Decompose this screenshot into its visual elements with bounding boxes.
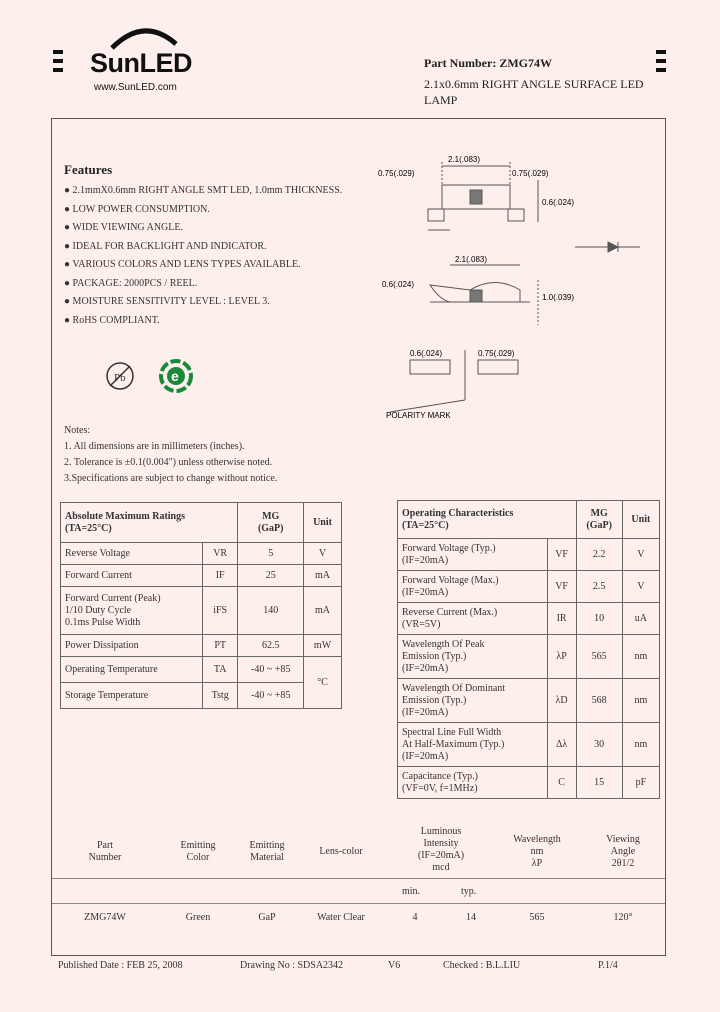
features-list bbox=[64, 182, 364, 330]
part-number-value: ZMG74W bbox=[499, 56, 552, 70]
table-row: Forward Voltage (Typ.) (IF=20mA) VF 2.2 V bbox=[398, 539, 660, 571]
features-title: Features bbox=[64, 162, 113, 177]
part-table-header-lens: Lens-color bbox=[319, 846, 363, 857]
part-table-divider-top bbox=[52, 878, 665, 879]
company-url: www.SunLED.com bbox=[94, 82, 177, 93]
svg-text:2.1(.083): 2.1(.083) bbox=[448, 155, 481, 164]
table-row: Reverse Voltage VR 5 V bbox=[61, 543, 342, 565]
part-row-angle: 120° bbox=[613, 912, 633, 923]
note-item: 1. All dimensions are in millimeters (inches). bbox=[64, 441, 245, 452]
svg-text:Pb: Pb bbox=[114, 372, 126, 384]
feature-item: ● 2.1mmX0.6mm RIGHT ANGLE SMT LED, 1.0mm THICKNESS. bbox=[64, 185, 343, 196]
drawing-number: Drawing No : SDSA2342 bbox=[240, 960, 344, 971]
part-table-header-material: Emitting Material bbox=[249, 840, 285, 863]
feature-item: ● IDEAL FOR BACKLIGHT AND INDICATOR. bbox=[64, 240, 267, 252]
part-table-divider-mid bbox=[52, 903, 665, 904]
part-row-typ: 14 bbox=[466, 912, 476, 923]
left-bar-marks bbox=[53, 50, 63, 77]
feature-item: ● WIDE VIEWING ANGLE. bbox=[64, 222, 183, 233]
part-number-block bbox=[424, 56, 660, 71]
notes-title: Notes: bbox=[64, 425, 91, 436]
part-row-min: 4 bbox=[412, 912, 418, 923]
part-table-header-color: Emitting Color bbox=[180, 840, 216, 863]
svg-text:POLARITY MARK: POLARITY MARK bbox=[386, 411, 451, 420]
feature-item: ● VARIOUS COLORS AND LENS TYPES AVAILABLE. bbox=[64, 259, 301, 270]
svg-text:0.75(.029): 0.75(.029) bbox=[478, 349, 515, 358]
svg-text:1.0(.039): 1.0(.039) bbox=[542, 293, 575, 302]
svg-text:0.75(.029): 0.75(.029) bbox=[512, 169, 549, 178]
part-row-color: Green bbox=[185, 912, 211, 923]
table-row: Spectral Line Full Width At Half-Maximum (Typ.) (IF=20mA) Δλ 30 nm bbox=[398, 723, 660, 767]
svg-text:e: e bbox=[171, 368, 179, 384]
features-section bbox=[64, 162, 364, 330]
part-table-header-number: Part Number bbox=[88, 840, 122, 863]
table-row: Forward Current IF 25 mA bbox=[61, 565, 342, 587]
part-table-sub-typ: typ. bbox=[461, 886, 477, 897]
lead-free-pb-icon bbox=[104, 360, 136, 392]
svg-text:0.6(.024): 0.6(.024) bbox=[410, 349, 443, 358]
logo-arc-icon bbox=[108, 22, 180, 50]
table-row: Forward Current (Peak) 1/10 Duty Cycle 0.1ms Pulse Width iFS 140 mA bbox=[61, 587, 342, 635]
version: V6 bbox=[388, 960, 401, 971]
note-item: 2. Tolerance is ±0.1(0.004") unless otherwise noted. bbox=[64, 457, 273, 468]
table-row: Operating Temperature TA -40 ~ +85 °C bbox=[61, 657, 342, 683]
product-description: 2.1x0.6mm RIGHT ANGLE SURFACE LED LAMP bbox=[424, 77, 644, 107]
rohs-green-icon bbox=[158, 358, 194, 394]
feature-item: ● PACKAGE: 2000PCS / REEL. bbox=[64, 277, 198, 289]
svg-text:2.1(.083): 2.1(.083) bbox=[455, 255, 488, 264]
page-number: P.1/4 bbox=[598, 960, 618, 971]
table-row: Wavelength Of Peak Emission (Typ.) (IF=20mA) λP 565 nm bbox=[398, 635, 660, 679]
company-logo: SunLED bbox=[90, 48, 192, 78]
part-row-lens: Water Clear bbox=[317, 912, 365, 923]
svg-text:0.75(.029): 0.75(.029) bbox=[378, 169, 415, 178]
svg-text:0.6(.024): 0.6(.024) bbox=[382, 280, 415, 289]
table-row: Reverse Current (Max.) (VR=5V) IR 10 uA bbox=[398, 603, 660, 635]
absolute-max-ratings-table: Absolute Maximum Ratings (TA=25°C) MG (GaP) Unit Reverse Voltage VR 5 V Forward Current IF 25 mA Forward Current (Peak) 1/10 Duty Cycle 0.1ms Pulse Width iFS 140 mA Power Dissipation PT 62.5 mW Operating Temperature TA -40 ~ +85 °C Storage Temperature Tstg -40 ~ +85 bbox=[60, 502, 342, 709]
operating-characteristics-table: Operating Characteristics (TA=25°C) MG (GaP) Unit Forward Voltage (Typ.) (IF=20mA) VF 2.2 V Forward Voltage (Max.) (IF=20mA) VF 2.5 V Reverse Current (Max.) (VR=5V) IR 10 uA Wavelength Of Peak Emission (Typ.) (IF=20mA) λP 565 nm Wavelength Of Dominant Emission (Typ.) (IF=20mA) λD 568 nm Spectral Line Full Width At Half-Maximum (Typ.) (IF=20mA) Δλ 30 nm Capacitance (Typ.) (VF=0V, f=1MHz) C 15 pF bbox=[397, 500, 660, 799]
note-item: 3.Specifications are subject to change without notice. bbox=[64, 473, 278, 484]
table-row: Forward Voltage (Max.) (IF=20mA) VF 2.5 V bbox=[398, 571, 660, 603]
notes-section bbox=[64, 423, 364, 487]
feature-item: ● RoHS COMPLIANT. bbox=[64, 314, 160, 326]
feature-item: ● LOW POWER CONSUMPTION. bbox=[64, 203, 210, 215]
part-row-number: ZMG74W bbox=[84, 912, 126, 923]
svg-text:0.6(.024): 0.6(.024) bbox=[542, 198, 575, 207]
table-row: Capacitance (Typ.) (VF=0V, f=1MHz) C 15 pF bbox=[398, 767, 660, 799]
published-date: Published Date : FEB 25, 2008 bbox=[58, 960, 183, 971]
package-dimension-drawing bbox=[370, 150, 660, 430]
part-table-header-angle: Viewing Angle 2θ1/2 bbox=[606, 834, 640, 869]
table-row: Power Dissipation PT 62.5 mW bbox=[61, 635, 342, 657]
table-row: Wavelength Of Dominant Emission (Typ.) (IF=20mA) λD 568 nm bbox=[398, 679, 660, 723]
feature-item: ● MOISTURE SENSITIVITY LEVEL : LEVEL 3. bbox=[64, 296, 270, 307]
part-row-material: GaP bbox=[258, 912, 276, 923]
table-row: Storage Temperature Tstg -40 ~ +85 bbox=[61, 683, 342, 709]
part-number-label: Part Number: bbox=[424, 56, 497, 70]
part-row-wavelength: 565 bbox=[529, 912, 545, 923]
part-table-header-intensity: Luminous Intensity (IF=20mA) mcd bbox=[417, 826, 465, 873]
part-table-sub-min: min. bbox=[402, 886, 421, 897]
checked-by: Checked : B.L.LIU bbox=[443, 960, 521, 971]
part-table-header-wavelength: Wavelength nm λP bbox=[513, 834, 561, 869]
